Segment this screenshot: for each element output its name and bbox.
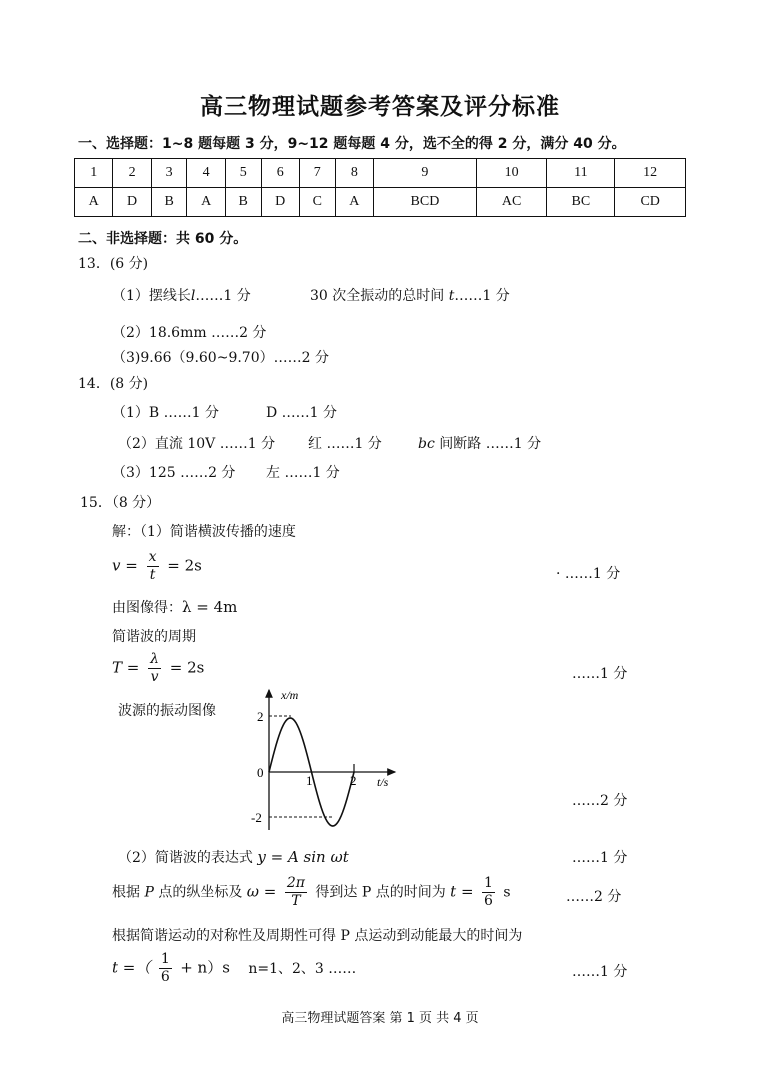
q13-line1a-var: l [190, 288, 196, 304]
lambda-prefix: 由图像得： [112, 600, 182, 616]
omega-fraction [285, 875, 307, 910]
q14-line2c-var: bc [418, 436, 435, 452]
answer-cell: A [187, 188, 225, 217]
origin-label: 0 [257, 765, 264, 780]
q13-line1a-text: （1）摆线长 [112, 288, 191, 304]
q13-line1a [112, 285, 251, 305]
lambda-eq: λ = 4m [182, 598, 238, 616]
p-line-text1: 根据 [112, 884, 145, 901]
final-n: n=1、2、3 …… [248, 960, 357, 977]
q14-line1b: D ……1 分 [266, 405, 338, 421]
answer-table [74, 158, 686, 217]
q14-line2b: 红 ……1 分 [308, 436, 382, 452]
q15-score3: ……2 分 [572, 793, 628, 809]
q13-label: 13．(6 分) [78, 256, 149, 272]
x-axis-label: t/s [377, 775, 389, 789]
q13-line2: （2）18.6mm ……2 分 [112, 325, 267, 341]
x-tick-1: 1 [306, 773, 313, 788]
q14-line2c [418, 433, 541, 453]
p-line-var: P [144, 884, 154, 901]
q15-period-text: 简谐波的周期 [112, 629, 196, 645]
answer-table-numbers-row [75, 159, 686, 188]
final-den: 6 [160, 969, 170, 985]
q15-lambda-line [112, 597, 237, 617]
q14-line1a: （1）B ……1 分 [112, 405, 220, 421]
eq-period-num: λ [150, 651, 159, 667]
answer-cell: BCD [374, 188, 477, 217]
eq-velocity-rhs: = 2s [167, 556, 202, 575]
q15-score2: ……1 分 [572, 666, 628, 682]
q15-expression [118, 847, 349, 867]
answer-cell: CD [615, 188, 686, 217]
q14-line2a: （2）直流 10V ……1 分 [118, 436, 276, 452]
question-number-cell: 7 [299, 159, 335, 188]
q15-solution-intro: 解：（1）简谐横波传播的速度 [112, 524, 296, 540]
vibration-graph [245, 684, 405, 834]
question-number-cell: 8 [335, 159, 373, 188]
q15-score5: ……2 分 [566, 889, 622, 905]
eq-velocity-lhs: v = [112, 556, 138, 575]
eq-period-den: v [150, 669, 159, 685]
answer-cell: A [75, 188, 113, 217]
q15-label: 15．（8 分） [80, 495, 161, 511]
expression-prefix: （2）简谐波的表达式 [118, 850, 258, 866]
final-fraction [159, 951, 172, 986]
time-fraction [482, 875, 495, 910]
answer-cell: C [299, 188, 335, 217]
q15-final-eq [112, 951, 356, 986]
section1-header: 一、选择题：1~8 题每题 3 分，9~12 题每题 4 分，选不全的得 2 分，满分 40 分。 [78, 136, 626, 152]
section2-header: 二、非选择题：共 60 分。 [78, 231, 248, 247]
question-number-cell: 11 [547, 159, 615, 188]
eq-period-lhs: T = [112, 658, 140, 677]
time-num: 1 [483, 875, 493, 891]
expression-eq: y = A sin ωt [257, 848, 349, 866]
q14-line2c-text: 间断路 ……1 分 [434, 436, 542, 452]
p-line-text2: 点的纵坐标及 [153, 884, 247, 901]
answer-cell: A [335, 188, 373, 217]
q15-graph-caption: 波源的振动图像 [118, 703, 216, 719]
q15-p-line [112, 875, 511, 910]
question-number-cell: 1 [75, 159, 113, 188]
final-rest: + n）s [180, 958, 230, 977]
y-bottom-tick: -2 [251, 810, 262, 825]
omega-den: T [291, 893, 301, 909]
answer-cell: AC [476, 188, 547, 217]
question-number-cell: 12 [615, 159, 686, 188]
q15-score1: · ……1 分 [556, 566, 621, 582]
answer-cell: B [151, 188, 187, 217]
q14-label: 14．(8 分) [78, 376, 149, 392]
q15-score6: ……1 分 [572, 964, 628, 980]
q15-eq-velocity [112, 549, 202, 584]
eq-velocity-den: t [149, 567, 156, 583]
q13-line3: （3)9.66（9.60~9.70）……2 分 [112, 350, 329, 366]
y-top-tick: 2 [257, 709, 264, 724]
page-title: 高三物理试题参考答案及评分标准 [200, 94, 560, 120]
q13-line1b-text: 30 次全振动的总时间 [310, 288, 449, 304]
x-tick-2: 2 [350, 773, 357, 788]
final-lhs: t =（ [112, 958, 151, 977]
final-num: 1 [160, 951, 170, 967]
answer-cell: D [113, 188, 151, 217]
q15-symmetry-text: 根据简谐运动的对称性及周期性可得 P 点运动到动能最大的时间为 [112, 928, 523, 944]
q15-score4: ……1 分 [572, 850, 628, 866]
page-footer: 高三物理试题答案 第 1 页 共 4 页 [281, 1011, 479, 1026]
question-number-cell: 3 [151, 159, 187, 188]
answer-table-answers-row [75, 188, 686, 217]
omega-lhs: ω = [246, 882, 277, 901]
eq-velocity-fraction [147, 549, 159, 584]
q15-eq-period [112, 651, 204, 686]
answer-cell: B [225, 188, 261, 217]
answer-cell: D [261, 188, 299, 217]
question-number-cell: 2 [113, 159, 151, 188]
time-lhs: t = [450, 882, 474, 901]
y-axis-label: x/m [281, 688, 299, 702]
question-number-cell: 4 [187, 159, 225, 188]
q14-line3b: 左 ……1 分 [266, 465, 340, 481]
q13-line1b [310, 285, 510, 305]
question-number-cell: 5 [225, 159, 261, 188]
question-number-cell: 6 [261, 159, 299, 188]
eq-velocity-num: x [148, 549, 157, 565]
q13-line1b-score: ……1 分 [454, 288, 510, 304]
question-number-cell: 10 [476, 159, 547, 188]
q13-line1b-var: t [448, 288, 455, 304]
omega-num: 2π [286, 875, 305, 891]
question-number-cell: 9 [374, 159, 477, 188]
q13-line1a-score: ……1 分 [195, 288, 251, 304]
time-unit: s [503, 884, 511, 901]
p-line-text3: 得到达 P 点的时间为 [315, 884, 451, 901]
q14-line3a: （3）125 ……2 分 [112, 465, 236, 481]
eq-period-fraction [148, 651, 161, 686]
answer-cell: BC [547, 188, 615, 217]
eq-period-rhs: = 2s [169, 658, 205, 677]
time-den: 6 [483, 893, 493, 909]
